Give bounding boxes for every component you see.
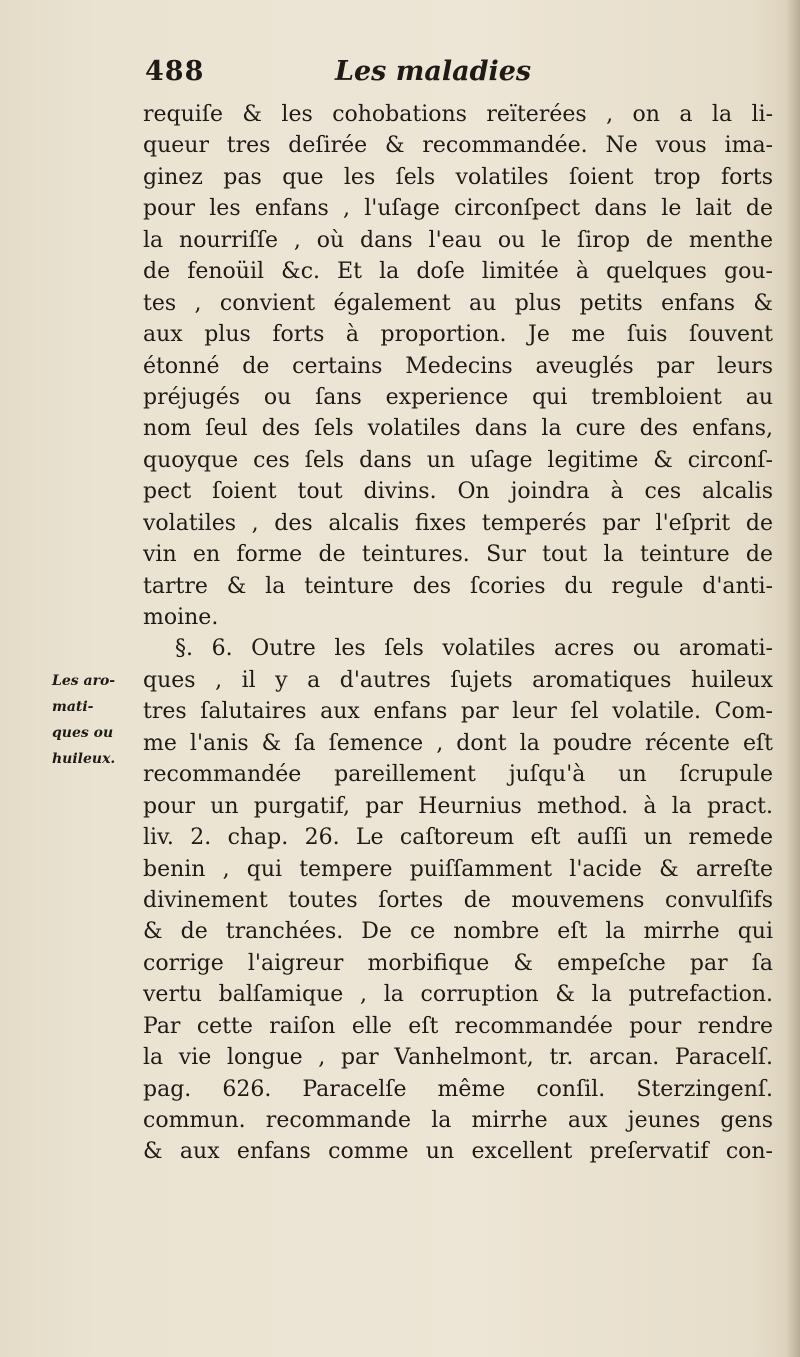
text-line: nom ſeul des ſels volatiles dans la cure des enfans, xyxy=(143,416,773,442)
margin-note-line: huileux. xyxy=(52,751,116,767)
text-line: corrige l'aigreur morbifique & empeſche par ſa xyxy=(143,950,773,976)
text-line: préjugés ou ſans experience qui trembloient au xyxy=(143,384,773,410)
margin-note-line: mati- xyxy=(52,699,94,715)
text-line: queur tres deſirée & recommandée. Ne vous ima- xyxy=(143,133,773,159)
body-text xyxy=(143,99,773,1168)
text-line: quoyque ces ſels dans un uſage legitime & circonſ- xyxy=(143,447,773,473)
text-line: aux plus forts à proportion. Je me ſuis ſouvent xyxy=(143,322,773,348)
margin-note-line: ques ou xyxy=(52,725,114,741)
text-line: me l'anis & ſa ſemence , dont la poudre récente eſt xyxy=(143,730,773,756)
text-line: de fenoüil &c. Et la doſe limitée à quelques gou- xyxy=(143,259,773,285)
text-line: requiſe & les cohobations reïterées , on a la li- xyxy=(143,102,773,127)
text-line: la nourriſſe , où dans l'eau ou le ſirop de menthe xyxy=(143,227,773,253)
text-line: ques , il y a d'autres ſujets aromatiques huileux xyxy=(143,667,773,693)
text-line: & de tranchées. De ce nombre eſt la mirrhe qui xyxy=(143,919,773,945)
text-line: Par cette raiſon elle eſt recommandée pour rendre xyxy=(143,1013,773,1039)
text-line: étonné de certains Medecins aveuglés par leurs xyxy=(143,353,773,379)
text-line: la vie longue , par Vanhelmont, tr. arcan. Paracelſ. xyxy=(143,1045,773,1071)
text-line: recommandée pareillement juſqu'à un ſcrupule xyxy=(143,762,773,788)
text-line: tres ſalutaires aux enfans par leur ſel volatile. Com- xyxy=(143,699,773,725)
text-line: pect ſoient tout divins. On joindra à ces alcalis xyxy=(143,479,773,505)
text-line: vertu balſamique , la corruption & la putrefaction. xyxy=(143,982,773,1008)
text-line: tartre & la teinture des ſcories du regule d'anti- xyxy=(143,573,773,599)
text-line: commun. recommande la mirrhe aux jeunes gens xyxy=(143,1108,773,1133)
margin-note xyxy=(52,668,147,772)
text-line: benin , qui tempere puiſſamment l'acide & arreſte xyxy=(143,856,773,882)
page-number: 488 xyxy=(145,56,205,87)
section-heading-line: §. 6. Outre les ſels volatiles acres ou aromati- xyxy=(175,636,773,662)
text-line: liv. 2. chap. 26. Le caſtoreum eſt auſſi un remede xyxy=(143,825,773,851)
page-header xyxy=(145,56,585,96)
text-line: & aux enfans comme un excellent preſervatif con- xyxy=(143,1139,773,1165)
text-line: divinement toutes ſortes de mouvemens convulſifs xyxy=(143,887,773,913)
text-line: volatiles , des alcalis fixes temperés par l'eſprit de xyxy=(143,510,773,536)
text-line: pour les enfans , l'uſage circonſpect dans le lait de xyxy=(143,196,773,222)
running-title: Les maladies xyxy=(335,56,532,87)
text-line: moine. xyxy=(143,605,219,630)
text-line: pag. 626. Paracelſe même conſil. Sterzingenſ. xyxy=(143,1076,773,1102)
text-line: pour un purgatif, par Heurnius method. à la pract. xyxy=(143,793,773,819)
margin-note-line: Les aro- xyxy=(52,673,116,689)
text-line: ginez pas que les ſels volatiles ſoient trop forts xyxy=(143,164,773,190)
text-line: tes , convient également au plus petits enfans & xyxy=(143,290,773,316)
page-edge-shadow xyxy=(786,0,800,1357)
text-line: vin en forme de teintures. Sur tout la teinture de xyxy=(143,542,773,568)
